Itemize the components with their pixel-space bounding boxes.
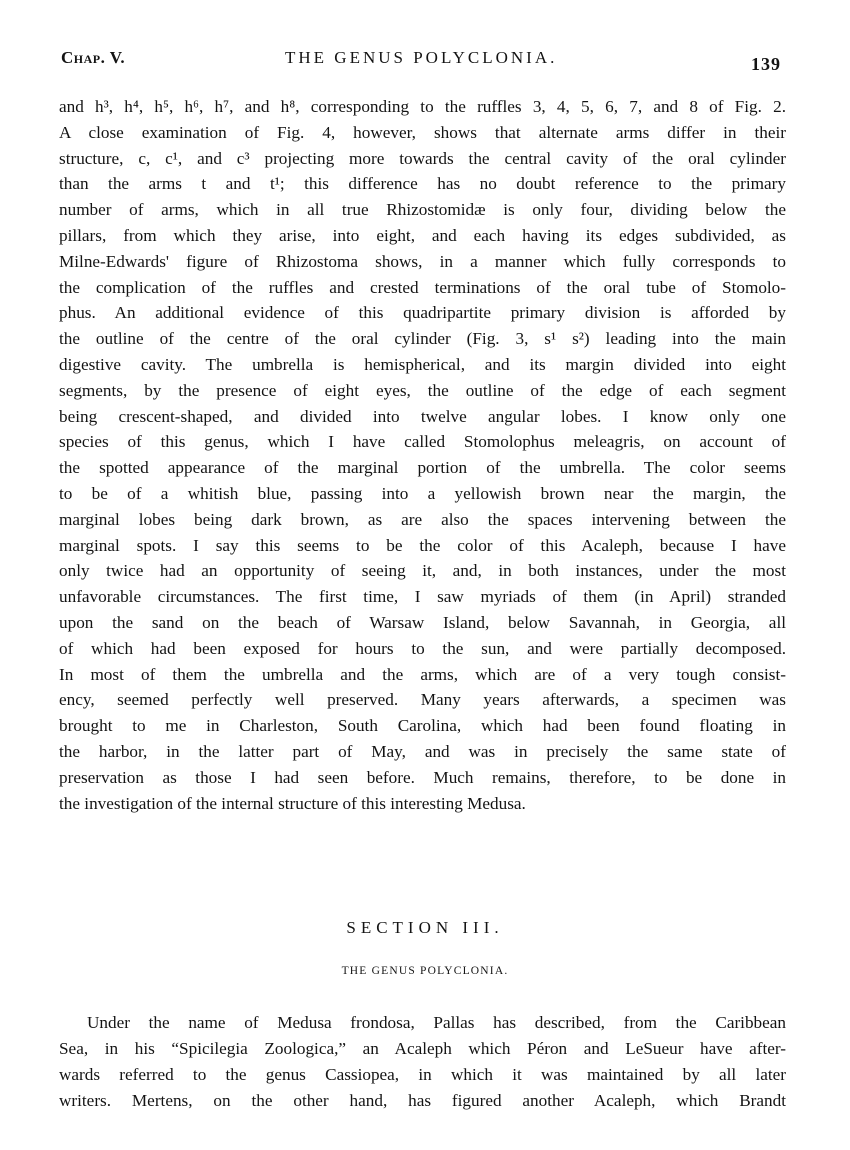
text-line: than the arms t and t¹; this difference has no doubt reference to the primary	[59, 174, 786, 194]
text-line: structure, c, c¹, and c³ projecting more towards the central cavity of the oral cylinder	[59, 148, 786, 168]
text-line: A close examination of Fig. 4, however, shows that alternate arms differ in their	[59, 122, 786, 142]
text-line: unfavorable circumstances. The first time, I saw myriads of them (in April) stranded	[59, 587, 786, 607]
text-line: Sea, in his “Spicilegia Zoologica,” an Acaleph which Péron and LeSueur have after-	[59, 1039, 786, 1058]
text-line: being crescent-shaped, and divided into twelve angular lobes. I know only one	[59, 406, 786, 426]
text-line: phus. An additional evidence of this quadripartite primary division is afforded by	[59, 303, 786, 323]
running-title: THE GENUS POLYCLONIA.	[285, 48, 558, 67]
section-heading: SECTION III.	[346, 918, 504, 937]
text-line: wards referred to the genus Cassiopea, in which it was maintained by all later	[59, 1065, 786, 1084]
text-line: Milne-Edwards' figure of Rhizostoma shows, in a manner which fully corresponds to	[59, 251, 786, 271]
section-subheading: THE GENUS POLYCLONIA.	[341, 965, 509, 977]
text-line: and h³, h⁴, h⁵, h⁶, h⁷, and h⁸, corresponding to the ruffles 3, 4, 5, 6, 7, and 8 of Fig. 2.	[59, 97, 786, 116]
text-line: the investigation of the internal structure of this interesting Medusa.	[59, 793, 526, 813]
text-line: the spotted appearance of the marginal portion of the umbrella. The color seems	[59, 458, 786, 478]
text-line: ency, seemed perfectly well preserved. Many years afterwards, a specimen was	[59, 690, 786, 710]
text-line: segments, by the presence of eight eyes, the outline of the edge of each segment	[59, 380, 786, 400]
running-header	[61, 48, 783, 76]
text-line: writers. Mertens, on the other hand, has figured another Acaleph, which Brandt	[59, 1091, 786, 1110]
text-line: of which had been exposed for hours to the sun, and were partially decomposed.	[59, 638, 786, 658]
text-line: species of this genus, which I have called Stomolophus meleagris, on account of	[59, 432, 786, 452]
text-line: to be of a whitish blue, passing into a yellowish brown near the margin, the	[59, 483, 786, 503]
chapter-label: Chap. V.	[61, 48, 126, 67]
text-line: Under the name of Medusa frondosa, Pallas has described, from the Caribbean	[87, 1013, 786, 1032]
page-number: 139	[751, 54, 781, 74]
body-paragraph	[59, 94, 786, 816]
section-intro-paragraph	[59, 1010, 786, 1114]
text-line: the harbor, in the latter part of May, and was in precisely the same state of	[59, 741, 786, 761]
text-line: the outline of the centre of the oral cylinder (Fig. 3, s¹ s²) leading into the main	[59, 329, 786, 349]
text-line: only twice had an opportunity of seeing it, and, in both instances, under the most	[59, 561, 786, 581]
text-line: the complication of the ruffles and crested terminations of the oral tube of Stomolo-	[59, 277, 786, 297]
text-line: preservation as those I had seen before. Much remains, therefore, to be done in	[59, 767, 786, 787]
text-line: digestive cavity. The umbrella is hemispherical, and its margin divided into eight	[59, 354, 786, 374]
text-line: marginal lobes being dark brown, as are also the spaces intervening between the	[59, 509, 786, 529]
text-line: pillars, from which they arise, into eight, and each having its edges subdivided, as	[59, 225, 786, 245]
text-line: In most of them the umbrella and the arms, which are of a very tough consist-	[59, 664, 786, 684]
text-line: marginal spots. I say this seems to be the color of this Acaleph, because I have	[59, 535, 786, 555]
text-line: upon the sand on the beach of Warsaw Island, below Savannah, in Georgia, all	[59, 612, 786, 632]
text-line: number of arms, which in all true Rhizostomidæ is only four, dividing below the	[59, 200, 786, 220]
text-line: brought to me in Charleston, South Carolina, which had been found floating in	[59, 716, 786, 736]
